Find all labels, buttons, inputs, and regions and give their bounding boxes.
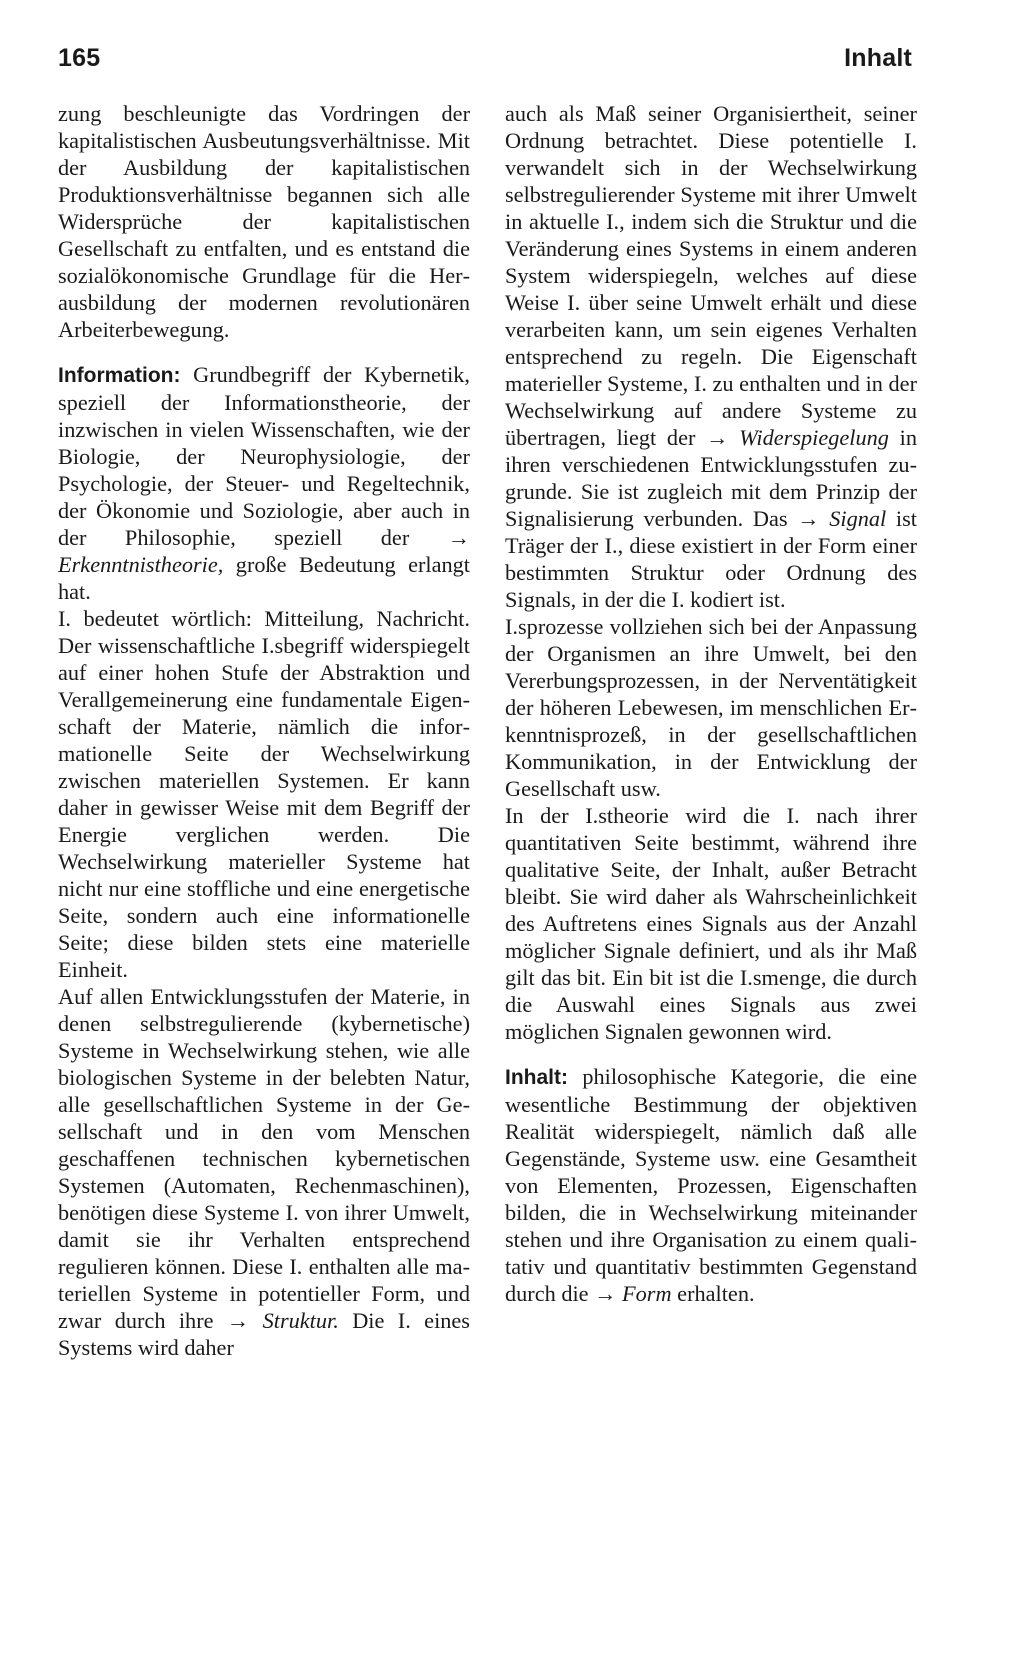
entry-text: große Bedeutung erlangt hat. — [58, 552, 470, 604]
cross-reference-widerspiegelung[interactable]: Widerspiegelung — [739, 425, 889, 450]
entry-inhalt — [505, 1063, 917, 1307]
entry-text: philosophische Kategorie, die eine wesentliche Bestimmung der objektiven Realität widerspiegelt, nämlich daß alle Gegenstände, Systeme usw. eine Gesamtheit von Elementen, Prozessen, Eigenschaften bilden, die in Wechselwirkung miteinander stehen und ihre Organisation zu einem qualitativ und quantitativ bestimmten Gegenstand durch die → — [505, 1064, 917, 1306]
entry-information — [58, 361, 470, 605]
page-number: 165 — [58, 44, 101, 72]
cross-reference-struktur[interactable]: Struktur. — [262, 1308, 339, 1333]
paragraph-text: in ihren verschiedenen Entwicklungsstufen zugrunde. Sie ist zugleich mit dem Prinzip der Signalisierung verbunden. Das → — [505, 425, 917, 531]
paragraph — [58, 983, 470, 1361]
paragraph-text: auch als Maß seiner Organisiertheit, seiner Ordnung betrachtet. Diese potentielle I. verwandelt sich in der Wechselwirkung selbstregulierender Systeme mit ihrer Umwelt in aktuelle I., indem sich die Struktur und die Veränderung eines Systems in einem anderen System widerspiegeln, welches auf diese Weise I. über seine Umwelt erhält und diese verarbeiten kann, um sein eigenes Verhalten entsprechend zu regeln. Die Eigenschaft materieller Systeme, I. zu enthalten und in der Wechselwirkung auf andere Systeme zu übertragen, liegt der → — [505, 101, 917, 450]
cross-reference-form[interactable]: Form — [622, 1281, 672, 1306]
paragraph: I. bedeutet wörtlich: Mitteilung, Nachricht. Der wissenschaftliche I.sbegriff widerspiegelt auf einer hohen Stufe der Abstraktion und Verallgemeinerung eine fundamentale Eigenschaft der Materie, nämlich die informationelle Seite der Wechselwirkung zwischen materiellen Systemen. Er kann daher in gewisser Weise mit dem Begriff der Energie verglichen werden. Die Wechselwirkung materieller Systeme hat nicht nur eine stoffliche und eine energetische Seite, sondern auch eine informationelle Seite; diese bilden stets eine materielle Einheit. — [58, 606, 470, 982]
right-column — [505, 100, 917, 1307]
paragraph-text: Die I. eines Systems wird daher — [58, 1308, 470, 1360]
paragraph — [505, 100, 917, 613]
left-column — [58, 100, 470, 1361]
cross-reference-signal[interactable]: Signal — [829, 506, 887, 531]
cross-reference-erkenntnistheorie[interactable]: Erkenntnistheorie, — [58, 552, 224, 577]
paragraph: I.sprozesse vollziehen sich bei der Anpassung der Organismen an ihre Umwelt, bei den Vererbungsprozessen, in der Nerventätigkeit der höheren Lebewesen, im menschlichen Erkenntnisprozeß, in der gesellschaftlichen Kommunikation, in der Entwicklung der Gesellschaft usw. — [505, 614, 917, 801]
paragraph-text: Auf allen Entwicklungsstufen der Materie, in denen selbstregulierende (kybernetische) Systeme in Wechselwirkung stehen, wie alle biologischen Systeme in der belebten Natur, alle gesellschaftlichen Systeme in der Gesellschaft und in den vom Menschen geschaffenen technischen kybernetischen Systemen (Automaten, Rechenmaschinen), benötigen diese Systeme I. von ihrer Umwelt, damit sie ihr Verhalten entsprechend regulieren können. Diese I. enthalten alle materiellen Systeme in potentieller Form, und zwar durch ihre → — [58, 984, 470, 1333]
paragraph: In der I.stheorie wird die I. nach ihrer quantitativen Seite bestimmt, während ihre qualitative Seite, der Inhalt, außer Betracht bleibt. Sie wird daher als Wahrscheinlichkeit des Auftretens eines Signals aus der Anzahl möglicher Signale definiert, und als ihr Maß gilt das bit. Ein bit ist die I.smenge, die durch die Auswahl eines Signals aus zwei möglichen Signalen gewonnen wird. — [505, 803, 917, 1044]
running-head: Inhalt — [844, 44, 912, 72]
paragraph-continuation: zung beschleunigte das Vordringen der kapitalistischen Ausbeutungsverhältnisse. Mit der Ausbildung der kapitalistischen Produktionsverhältnisse begannen sich alle Widersprüche der kapitalistischen Gesellschaft zu entfalten, und es entstand die sozialökonomische Grundlage für die Herausbildung der modernen revolutionären Arbeiterbewegung. — [58, 101, 470, 342]
entry-text: Grundbegriff der Kybernetik, speziell der Informationstheorie, der inzwischen in vielen Wissenschaften, wie der Biologie, der Neurophysiologie, der Psychologie, der Steuer- und Regeltechnik, der Ökonomie und Soziologie, aber auch in der Philosophie, speziell der → — [58, 362, 470, 550]
paragraph-text: ist Träger der I., diese existiert in der Form einer bestimmten Struktur oder Ordnung des Signals, in der die I. kodiert ist. — [505, 506, 917, 612]
headword-information: Information: — [58, 364, 181, 387]
headword-inhalt: Inhalt: — [505, 1066, 568, 1089]
entry-text: erhalten. — [671, 1281, 755, 1306]
